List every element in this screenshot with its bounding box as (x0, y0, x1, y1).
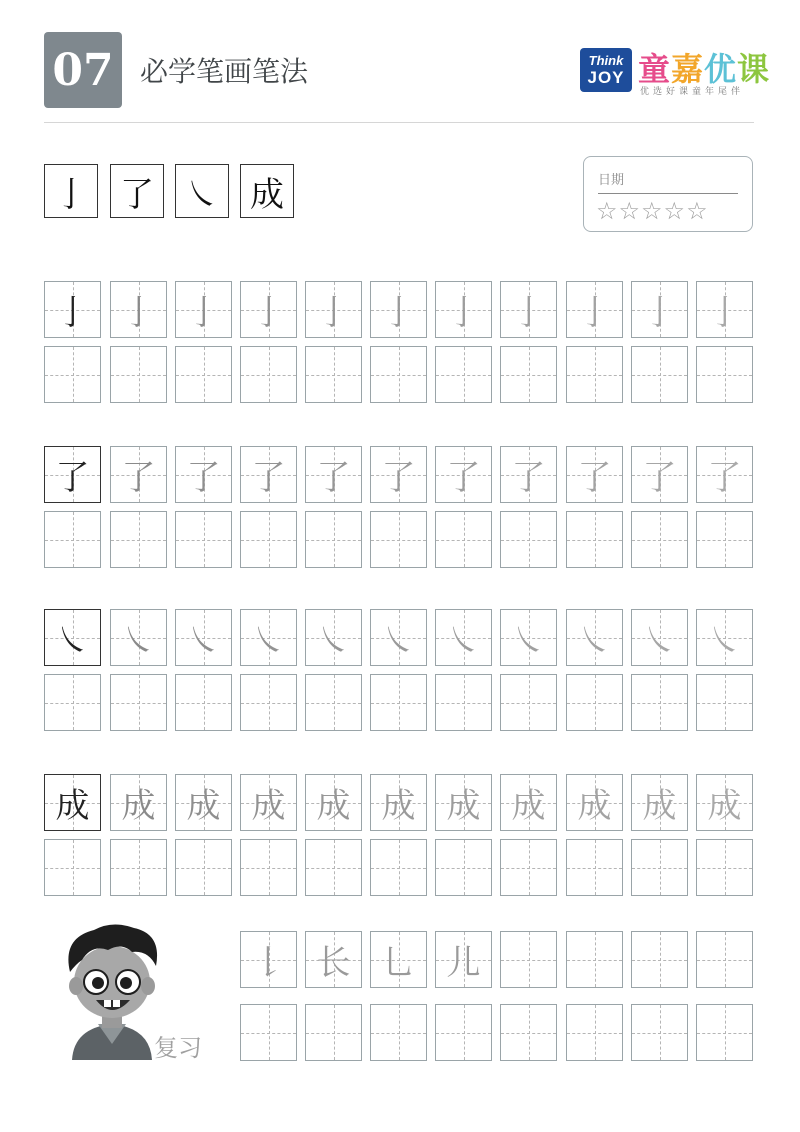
blank-writing-cell[interactable] (110, 346, 167, 403)
blank-writing-cell[interactable] (370, 511, 427, 568)
logo-line1: Think (588, 53, 624, 68)
blank-writing-cell[interactable] (370, 1004, 427, 1061)
brand-slogan: 优选好课童年尾伴 (640, 87, 745, 97)
blank-writing-cell[interactable] (696, 931, 753, 988)
preview-cell (110, 164, 164, 218)
blank-writing-cell[interactable] (435, 1004, 492, 1061)
blank-writing-cell[interactable] (175, 511, 232, 568)
trace-character: 亅 (577, 293, 612, 333)
blank-writing-cell[interactable] (110, 839, 167, 896)
trace-character: 亅 (381, 293, 416, 333)
trace-character: 了 (577, 458, 612, 498)
blank-writing-cell[interactable] (566, 511, 623, 568)
trace-character: 了 (707, 458, 742, 498)
trace-character-cell (370, 609, 427, 666)
trace-character: ㇏ (446, 621, 481, 661)
model-character-cell (44, 774, 101, 831)
trace-character: ㇏ (511, 621, 546, 661)
preview-cell (240, 164, 294, 218)
trace-character: ㇏ (121, 621, 156, 661)
trace-character-cell (305, 609, 362, 666)
trace-character: 成 (577, 786, 612, 826)
star-rating[interactable]: ☆☆☆☆☆ (596, 197, 709, 225)
trace-character: 了 (316, 458, 351, 498)
trace-character: 成 (446, 786, 481, 826)
blank-writing-cell[interactable] (631, 674, 688, 731)
page-title: 必学笔画笔法 (140, 55, 309, 88)
blank-writing-cell[interactable] (500, 839, 557, 896)
review-character-cell (370, 931, 427, 988)
preview-cell (175, 164, 229, 218)
blank-writing-cell[interactable] (435, 346, 492, 403)
trace-character-cell (110, 774, 167, 831)
trace-character: 了 (186, 458, 221, 498)
blank-writing-cell[interactable] (305, 839, 362, 896)
blank-writing-cell[interactable] (435, 674, 492, 731)
brand-char-4: 课 (737, 50, 771, 88)
trace-character: ㇏ (577, 621, 612, 661)
trace-character-cell (566, 609, 623, 666)
trace-character: 亅 (446, 293, 481, 333)
trace-character-cell (500, 774, 557, 831)
thinkjoy-logo (580, 48, 632, 92)
trace-character-cell (370, 281, 427, 338)
blank-writing-cell[interactable] (44, 839, 101, 896)
date-label: 日期 (598, 173, 625, 188)
trace-character: 了 (381, 458, 416, 498)
trace-character: 亅 (511, 293, 546, 333)
review-character: 乚 (381, 943, 416, 983)
blank-writing-cell[interactable] (175, 674, 232, 731)
trace-character: 成 (316, 786, 351, 826)
trace-character-cell (631, 281, 688, 338)
model-character: 成 (55, 786, 90, 826)
trace-character-cell (370, 446, 427, 503)
trace-character: 了 (511, 458, 546, 498)
trace-character-cell (566, 281, 623, 338)
trace-character: 了 (251, 458, 286, 498)
trace-character: 亅 (707, 293, 742, 333)
trace-character: 成 (251, 786, 286, 826)
trace-character-cell (305, 281, 362, 338)
model-character-cell (44, 281, 101, 338)
preview-glyph: 成 (250, 174, 284, 215)
blank-writing-cell[interactable] (696, 674, 753, 731)
blank-writing-cell[interactable] (44, 511, 101, 568)
blank-writing-cell[interactable] (240, 511, 297, 568)
review-character: 儿 (446, 943, 481, 983)
brand-char-2: 嘉 (671, 50, 705, 88)
blank-writing-cell[interactable] (175, 839, 232, 896)
trace-character-cell (435, 774, 492, 831)
blank-writing-cell[interactable] (566, 931, 623, 988)
trace-character-cell (631, 774, 688, 831)
trace-character-cell (305, 446, 362, 503)
trace-character-cell (500, 446, 557, 503)
trace-character-cell (110, 281, 167, 338)
model-character: 亅 (55, 293, 90, 333)
trace-character: 亅 (251, 293, 286, 333)
preview-glyph: 了 (120, 174, 154, 215)
trace-character: 亅 (186, 293, 221, 333)
model-character: ㇏ (55, 621, 90, 661)
trace-character-cell (566, 446, 623, 503)
blank-writing-cell[interactable] (435, 839, 492, 896)
trace-character-cell (240, 774, 297, 831)
preview-glyph: ㇏ (185, 174, 219, 215)
trace-character: 亅 (642, 293, 677, 333)
trace-character: 成 (381, 786, 416, 826)
blank-writing-cell[interactable] (240, 674, 297, 731)
trace-character-cell (175, 446, 232, 503)
trace-character-cell (175, 774, 232, 831)
preview-cell (44, 164, 98, 218)
trace-character-cell (110, 446, 167, 503)
brand-char-1: 童 (638, 50, 672, 88)
trace-character-cell (110, 609, 167, 666)
trace-character-cell (305, 774, 362, 831)
trace-character-cell (566, 774, 623, 831)
blank-writing-cell[interactable] (435, 511, 492, 568)
trace-character-cell (240, 609, 297, 666)
blank-writing-cell[interactable] (305, 674, 362, 731)
logo-line2: JOY (587, 68, 625, 87)
blank-writing-cell[interactable] (44, 346, 101, 403)
blank-writing-cell[interactable] (696, 839, 753, 896)
blank-writing-cell[interactable] (696, 346, 753, 403)
review-label: 复习 (154, 1034, 202, 1062)
trace-character: 成 (707, 786, 742, 826)
trace-character: ㇏ (381, 621, 416, 661)
review-character-cell (240, 931, 297, 988)
lesson-number-badge (44, 32, 122, 108)
blank-writing-cell[interactable] (110, 674, 167, 731)
blank-writing-cell[interactable] (370, 674, 427, 731)
blank-writing-cell[interactable] (305, 346, 362, 403)
blank-writing-cell[interactable] (240, 839, 297, 896)
blank-writing-cell[interactable] (500, 1004, 557, 1061)
review-character: 长 (316, 943, 351, 983)
blank-writing-cell[interactable] (500, 511, 557, 568)
trace-character: 成 (121, 786, 156, 826)
trace-character-cell (435, 281, 492, 338)
trace-character: ㇏ (251, 621, 286, 661)
blank-writing-cell[interactable] (44, 674, 101, 731)
blank-writing-cell[interactable] (110, 511, 167, 568)
trace-character: ㇏ (186, 621, 221, 661)
trace-character-cell (696, 774, 753, 831)
trace-character: 了 (121, 458, 156, 498)
trace-character-cell (696, 609, 753, 666)
blank-writing-cell[interactable] (305, 1004, 362, 1061)
blank-writing-cell[interactable] (696, 511, 753, 568)
trace-character: ㇏ (707, 621, 742, 661)
blank-writing-cell[interactable] (566, 1004, 623, 1061)
header-divider (44, 122, 754, 123)
blank-writing-cell[interactable] (500, 674, 557, 731)
review-character-cell (435, 931, 492, 988)
blank-writing-cell[interactable] (500, 346, 557, 403)
preview-glyph: 亅 (54, 174, 88, 215)
blank-writing-cell[interactable] (696, 1004, 753, 1061)
trace-character: 亅 (316, 293, 351, 333)
blank-writing-cell[interactable] (500, 931, 557, 988)
brand-char-3: 优 (704, 50, 738, 88)
blank-writing-cell[interactable] (566, 839, 623, 896)
review-character-cell (305, 931, 362, 988)
blank-writing-cell[interactable] (305, 511, 362, 568)
trace-character: 成 (642, 786, 677, 826)
blank-writing-cell[interactable] (175, 346, 232, 403)
trace-character-cell (175, 281, 232, 338)
lesson-number: 07 (52, 44, 114, 96)
trace-character: 了 (642, 458, 677, 498)
trace-character-cell (696, 446, 753, 503)
blank-writing-cell[interactable] (370, 346, 427, 403)
blank-writing-cell[interactable] (631, 931, 688, 988)
trace-character: 了 (446, 458, 481, 498)
trace-character-cell (240, 446, 297, 503)
blank-writing-cell[interactable] (566, 674, 623, 731)
trace-character-cell (631, 609, 688, 666)
trace-character-cell (435, 609, 492, 666)
trace-character-cell (240, 281, 297, 338)
trace-character-cell (500, 609, 557, 666)
model-character-cell (44, 609, 101, 666)
trace-character-cell (631, 446, 688, 503)
trace-character-cell (500, 281, 557, 338)
blank-writing-cell[interactable] (240, 346, 297, 403)
trace-character: ㇏ (316, 621, 351, 661)
blank-writing-cell[interactable] (631, 511, 688, 568)
trace-character: 成 (511, 786, 546, 826)
blank-writing-cell[interactable] (240, 1004, 297, 1061)
trace-character: ㇏ (642, 621, 677, 661)
trace-character-cell (696, 281, 753, 338)
model-character: 了 (55, 458, 90, 498)
blank-writing-cell[interactable] (631, 839, 688, 896)
trace-character-cell (175, 609, 232, 666)
blank-writing-cell[interactable] (631, 346, 688, 403)
blank-writing-cell[interactable] (631, 1004, 688, 1061)
date-box (583, 156, 753, 232)
trace-character: 成 (186, 786, 221, 826)
model-character-cell (44, 446, 101, 503)
trace-character-cell (370, 774, 427, 831)
blank-writing-cell[interactable] (370, 839, 427, 896)
trace-character-cell (435, 446, 492, 503)
date-input-line[interactable] (598, 193, 738, 194)
trace-character: 亅 (121, 293, 156, 333)
blank-writing-cell[interactable] (566, 346, 623, 403)
review-character: 𠄌 (251, 943, 286, 983)
